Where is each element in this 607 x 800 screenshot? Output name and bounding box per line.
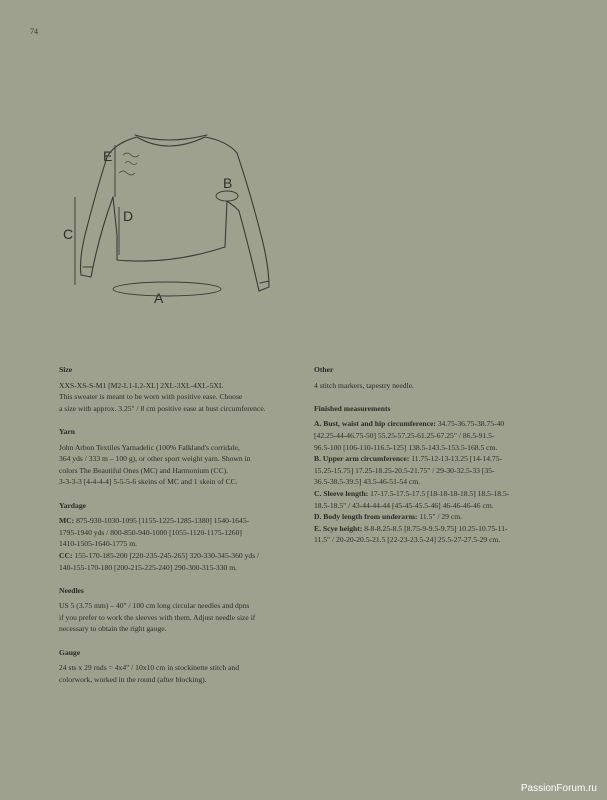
measure-b-ellipse [216,191,238,201]
measurement-e-label: E. Scye height: [314,523,363,533]
yardage-section [59,500,297,574]
yarn-line: John Arbon Textiles Yarnadelic (100% Falkland's corridale, [59,442,240,452]
measurement-b-label: B. Upper arm circumference: [314,454,410,464]
yardage-mc-label: MC: [59,516,75,526]
other-line: 4 stitch markers, tapestry needle. [314,380,414,390]
gauge-line: 24 sts x 29 rnds = 4x4" / 10x10 cm in stockinette stitch and [59,663,240,673]
label-c: C [63,226,74,242]
size-line: XXS-XS-S-M1 [M2-L1-L2-XL] 2XL-3XL-4XL-5XL [59,380,224,390]
motif-sprig-2 [125,162,137,165]
right-sleeve-outline [205,137,269,291]
yardage-mc-line [59,515,297,527]
other-section [314,364,576,391]
size-section [59,364,297,414]
measurement-a-line [314,418,576,430]
gauge-section [59,647,297,686]
measurement-a-label: A. Bust, waist and hip circumference: [314,419,436,429]
yarn-line: 3-3-3-3 [4-4-4-4] 5-5-5-6 skeins of MC and 1 skein of CC. [59,477,238,487]
needles-line: necessary to obtain the right gauge. [59,624,167,634]
yarn-heading: Yarn [59,426,76,436]
measure-a-ellipse [113,282,221,296]
measurement-d-text: 11.5" / 29 cm. [417,512,463,522]
yardage-cc-label: CC: [59,550,73,560]
yardage-cc-line [59,550,297,562]
needles-section [59,585,297,635]
needles-line: US 5 (3.75 mm) – 40" / 100 cm long circular needles and dpns [59,601,250,611]
gauge-heading: Gauge [59,647,81,657]
watermark: PassionForum.ru [520,783,597,794]
measurement-b-line [314,453,576,465]
measurement-d-label: D. Body length from underarm: [314,512,418,522]
right-cuff-line [260,281,269,283]
gauge-line: colorwork, worked in the round (after blocking). [59,674,207,684]
measurement-d-line [314,511,576,523]
sweater-schematic [55,115,305,315]
yardage-cc-text: 155-170-185-200 [220-235-245-265] 320-330-345-360 yds / [72,550,260,560]
needles-line: if you prefer to work the sleeves with them. Adjust needle size if [59,612,256,622]
left-column [59,364,297,697]
measurement-c-line [314,488,576,500]
measurement-c-text: 17-17.5-17.5-17.5 [18-18-18-18.5] 18.5-18.5- [368,488,510,498]
label-b: B [223,175,233,191]
measurement-b-text: 11.75-12-13-13.25 [14-14.75- [409,454,503,464]
page-number: 74 [30,27,38,36]
other-heading: Other [314,365,334,374]
label-a: A [154,290,164,306]
yardage-cc-line: 140-155-170-180 [200-215-225-240] 290-300-315-330 m. [59,562,238,572]
yardage-mc-line: 1410-1505-1640-1775 m. [59,539,138,549]
yardage-mc-line: 1795-1940 yds / 800-850-940-1000 [1055-1120-1175-1260] [59,527,242,537]
size-line: This sweater is meant to be worn with positive ease. Choose [59,392,243,402]
colorwork-motif [119,153,139,175]
yarn-line: 364 yds / 333 m – 100 g), or other sport weight yarn. Shown in [59,454,251,464]
finished-measurements-section [314,403,576,546]
measurement-b-line: 36.5-38.5-39.5] 43.5-46-51-54 cm. [314,477,421,487]
measurement-b-line: 15.25-15.75] 17.25-18.25-20.5-21.75" / 29-30-32.5-33 [35- [314,465,495,475]
right-column [314,364,576,558]
measurement-a-line: [42.25-44-46.75-50] 55.25-57.25-61.25-67.25" / 86.5-91.5- [314,430,495,440]
measurement-c-line: 18.5-18.5" / 43-44-44-44 [45-45-45.5-46] 46-46-46-46 cm. [314,500,494,510]
label-d: D [123,208,134,224]
yarn-section [59,426,297,488]
measurement-a-text: 34.75-36.75-38.75-40 [435,419,505,429]
size-heading: Size [59,365,73,374]
measurement-e-line [314,523,576,535]
sweater-outline-svg [55,115,305,315]
size-line: a size with approx. 3.25" / 8 cm positive ease at bust circumference. [59,403,266,413]
measurement-e-text: 8-8-8.25-8.5 [8.75-9-9.5-9.75] 10.25-10.75-11- [362,523,508,533]
yarn-line: colors The Beautiful Ones (MC) and Harmonium (CC). [59,465,229,475]
yardage-heading: Yardage [59,500,86,510]
measurement-e-line: 11.5" / 20-20-20.5-21.5 [22-23-23.5-24] 25.5-27-27.5-29 cm. [314,535,501,545]
needles-heading: Needles [59,585,84,595]
neck-band-line [135,135,207,140]
finished-heading: Finished measurements [314,403,391,413]
measurement-c-label: C. Sleeve length: [314,488,369,498]
label-e: E [103,148,113,164]
hem-line [117,247,225,261]
yardage-mc-text: 875-930-1030-1095 [1155-1225-1285-1380] 1540-1645- [74,516,250,526]
motif-sprig-3 [119,171,135,175]
motif-sprig-1 [123,153,139,157]
measurement-a-line: 96.5-100 [106-110-116.5-125] 138.5-143.5-153.5-168.5 cm. [314,442,498,452]
